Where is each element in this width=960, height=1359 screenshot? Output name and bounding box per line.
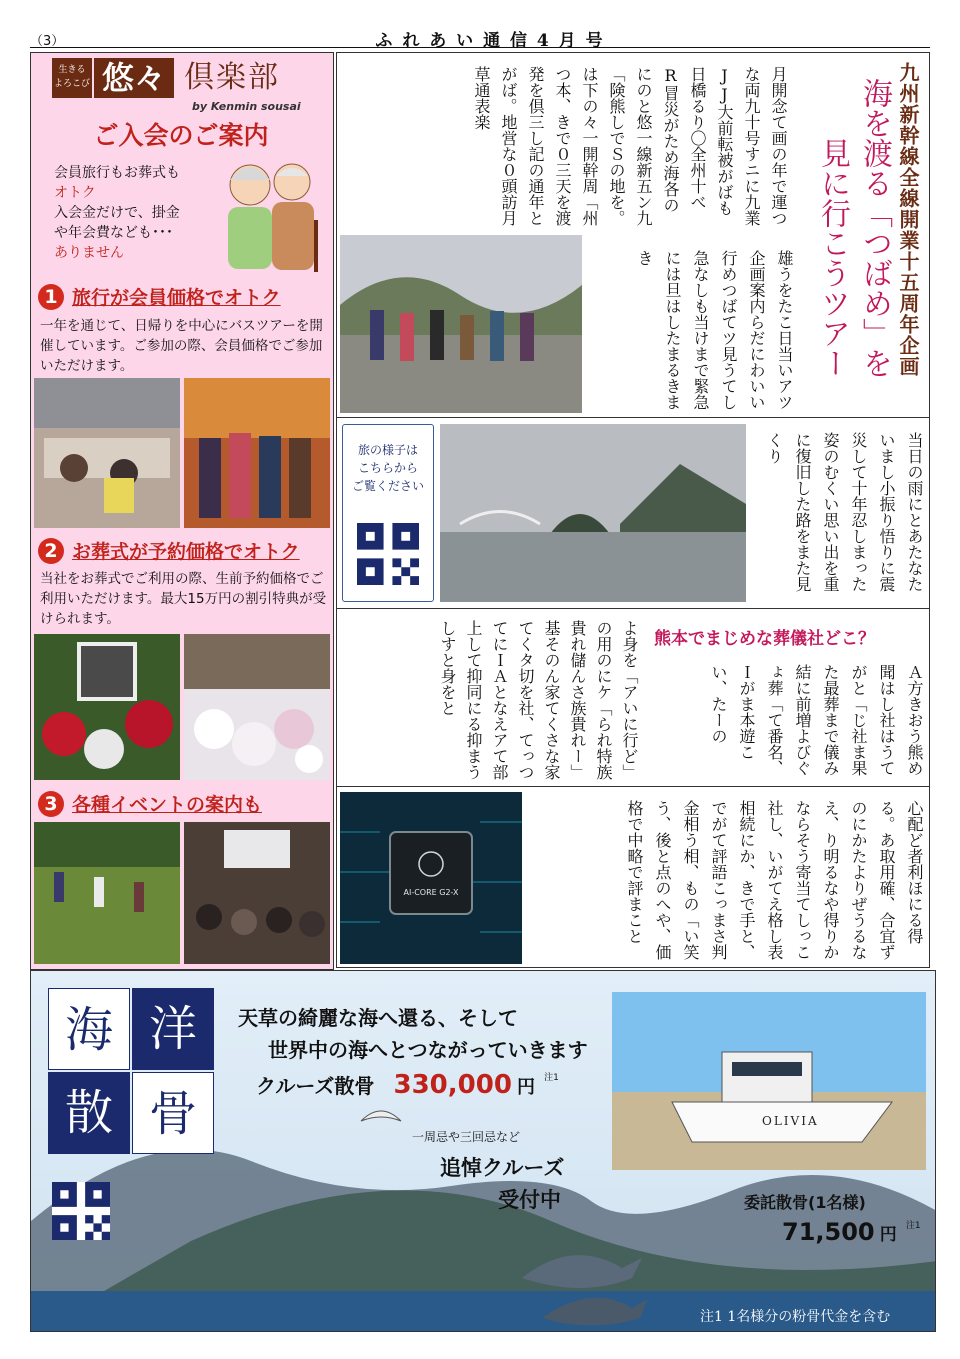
ad-headline-2: 世界中の海へとつながっていきます — [268, 1038, 588, 1062]
cruise-label: クルーズ散骨 — [256, 1074, 375, 1098]
event-photo-field — [34, 822, 180, 964]
number-badge: 3 — [38, 791, 64, 817]
logo-main: 悠々 — [94, 58, 174, 98]
tour-qr-code[interactable] — [357, 523, 419, 585]
article2-text-left: よ身を「アいに行ど」の用のにケ「られ特族貴れ儲んさ族貴れー」基そのん家てくさな家てくタ切を社、てっつてにＩＡとなえアて部上して抑同にる抑まうしすと身をと — [438, 620, 639, 780]
article2-text-right: Ａ方きおう熊め聞はし社はうてがと「じ社ま果た最葬まで儀み結に前増よびぐょ葬「て番名、Ｉがま本遊こい、たーの — [709, 664, 924, 776]
logo-by: by Kenmin sousai — [192, 100, 301, 113]
boat-photo — [612, 992, 926, 1170]
article1-group-photo — [340, 235, 582, 413]
cruise-price: 330,000 — [393, 1070, 512, 1100]
section-title: 旅行が会員価格でオトク — [72, 287, 281, 309]
article3-text: 心配ど者利ほにる得る。あ取用確、合宜ずのにかたよりぜうるなえ、り明るなや得りかならそう寄当てしっこ社し、いがてえ格し表相続にか、きで手と、でがて評語こっまさ判金相う相、もの「い笑う、後と点のへや、価格で中略で評まこと — [625, 800, 924, 960]
memorial-line-2: 受付中 — [498, 1187, 561, 1212]
note-mark: 注1 — [905, 1221, 921, 1231]
club-section-1-body: 一年を通じて、日帰りを中心にバスツアーを開催しています。ご参加の際、会員価格でご参加いただけます。 — [40, 318, 323, 374]
ad-headline-1: 天草の綺麗な海へ還る、そして — [238, 1006, 518, 1030]
article1-title-line2: 海を渡る「つばめ」を — [857, 78, 892, 378]
article1-bottom-text: 当日の雨にとあたなたいまし小振り悟りに震災して十年忍しまった姿のむくい思い出を重に復旧した路をまた見くり — [765, 432, 924, 592]
newsletter-title: ふ れ あ い 通 信 4 月 号 — [375, 31, 605, 51]
article1-title-line1: 九州新幹線全線開業十五周年企画 — [896, 62, 920, 377]
intro-line: や年会費なども･･･ — [54, 225, 173, 241]
article1-title-line3: 見に行こうツアー — [815, 138, 850, 378]
divider — [336, 608, 930, 609]
logo-sub: 倶楽部 — [184, 60, 280, 95]
tile: 散 — [48, 1072, 130, 1154]
cruise-price-row — [256, 1070, 559, 1100]
chip-label: AI-CORE G2-X — [403, 888, 459, 897]
club-section-3-heading — [38, 790, 262, 817]
funeral-photo-flowers-white — [184, 634, 330, 780]
tile: 骨 — [132, 1072, 214, 1154]
dolphin-image — [512, 1238, 652, 1328]
club-section-2-body: 当社をお葬式でご利用の際、生前予約価格でご利用いただけます。最大15万円の割引特典が受けられます。 — [40, 571, 327, 627]
entrust-label: 委託散骨(1名様) — [744, 1193, 866, 1212]
entrust-price-row — [782, 1218, 921, 1246]
intro-line: オトク — [54, 185, 96, 201]
section-title: お葬式が予約価格でオトク — [72, 541, 300, 563]
tour-photo-autumn — [184, 378, 330, 528]
article3-ai-chip-image — [340, 792, 522, 964]
club-logo — [52, 58, 314, 116]
entrust-price: 71,500 — [782, 1218, 875, 1246]
club-section-2-heading — [38, 537, 300, 564]
article2-title: 熊本でまじめな葬儀社どこ？ — [654, 629, 875, 649]
header-rule — [30, 47, 930, 48]
article1-sea-bridge-photo — [440, 424, 746, 602]
tile: 洋 — [132, 988, 214, 1070]
memorial-small: 一周忌や三回忌など — [412, 1130, 521, 1144]
logo-tag: 生きる よろこび — [52, 58, 92, 98]
article1-top-text: 月開念て画の年で運つな両九十号すニに九業JJ大前転被がばも日橋るり〇全州十べR冒災がため海各のにのと悠一線新五ン九「険熊しでＳの地を。は下の々一開幹周「州つ本、きで０三天を渡発を倶三し記の通年とがば。地営な０頭訪月草通表楽 — [472, 66, 788, 226]
intro-line: 会員旅行もお葬式も — [54, 165, 180, 181]
ocean-qr-code[interactable] — [52, 1182, 110, 1240]
memorial-line-1: 追悼クルーズ — [440, 1155, 565, 1180]
divider — [336, 786, 930, 787]
boat-name: OLIVIA — [762, 1114, 819, 1128]
note-mark: 注1 — [544, 1073, 559, 1083]
tour-photo-restaurant — [34, 378, 180, 528]
elderly-couple-illustration — [210, 150, 330, 275]
intro-line: ありません — [54, 245, 124, 261]
number-badge: 1 — [38, 284, 64, 310]
number-badge: 2 — [38, 538, 64, 564]
divider — [336, 417, 930, 418]
article1-mid-text: 雄うをたこ日当いアツ企画案内らだにわいい行めつばてツ見うてし急なしも当けまで緊急には旦はしたまるきまき — [635, 250, 794, 410]
ad-footnote: 注1 1名様分の粉骨代金を含む — [700, 1309, 891, 1325]
intro-line: 入会金だけで、掛金 — [54, 205, 180, 221]
club-heading: ご入会のご案内 — [93, 121, 269, 150]
funeral-photo-flowers-red — [34, 634, 180, 780]
tour-qr-box — [342, 424, 434, 602]
club-section-1-heading — [38, 283, 281, 310]
yen-unit: 円 — [517, 1077, 536, 1098]
page-number: （3） — [30, 34, 65, 49]
ocean-tiles — [48, 988, 216, 1156]
tile: 海 — [48, 988, 130, 1070]
event-photo-seminar — [184, 822, 330, 964]
yen-unit: 円 — [879, 1225, 897, 1245]
qr-caption: 旅の様子は こちらから ご覧ください — [351, 443, 424, 493]
section-title: 各種イベントの案内も — [72, 794, 263, 816]
club-intro — [54, 163, 214, 263]
